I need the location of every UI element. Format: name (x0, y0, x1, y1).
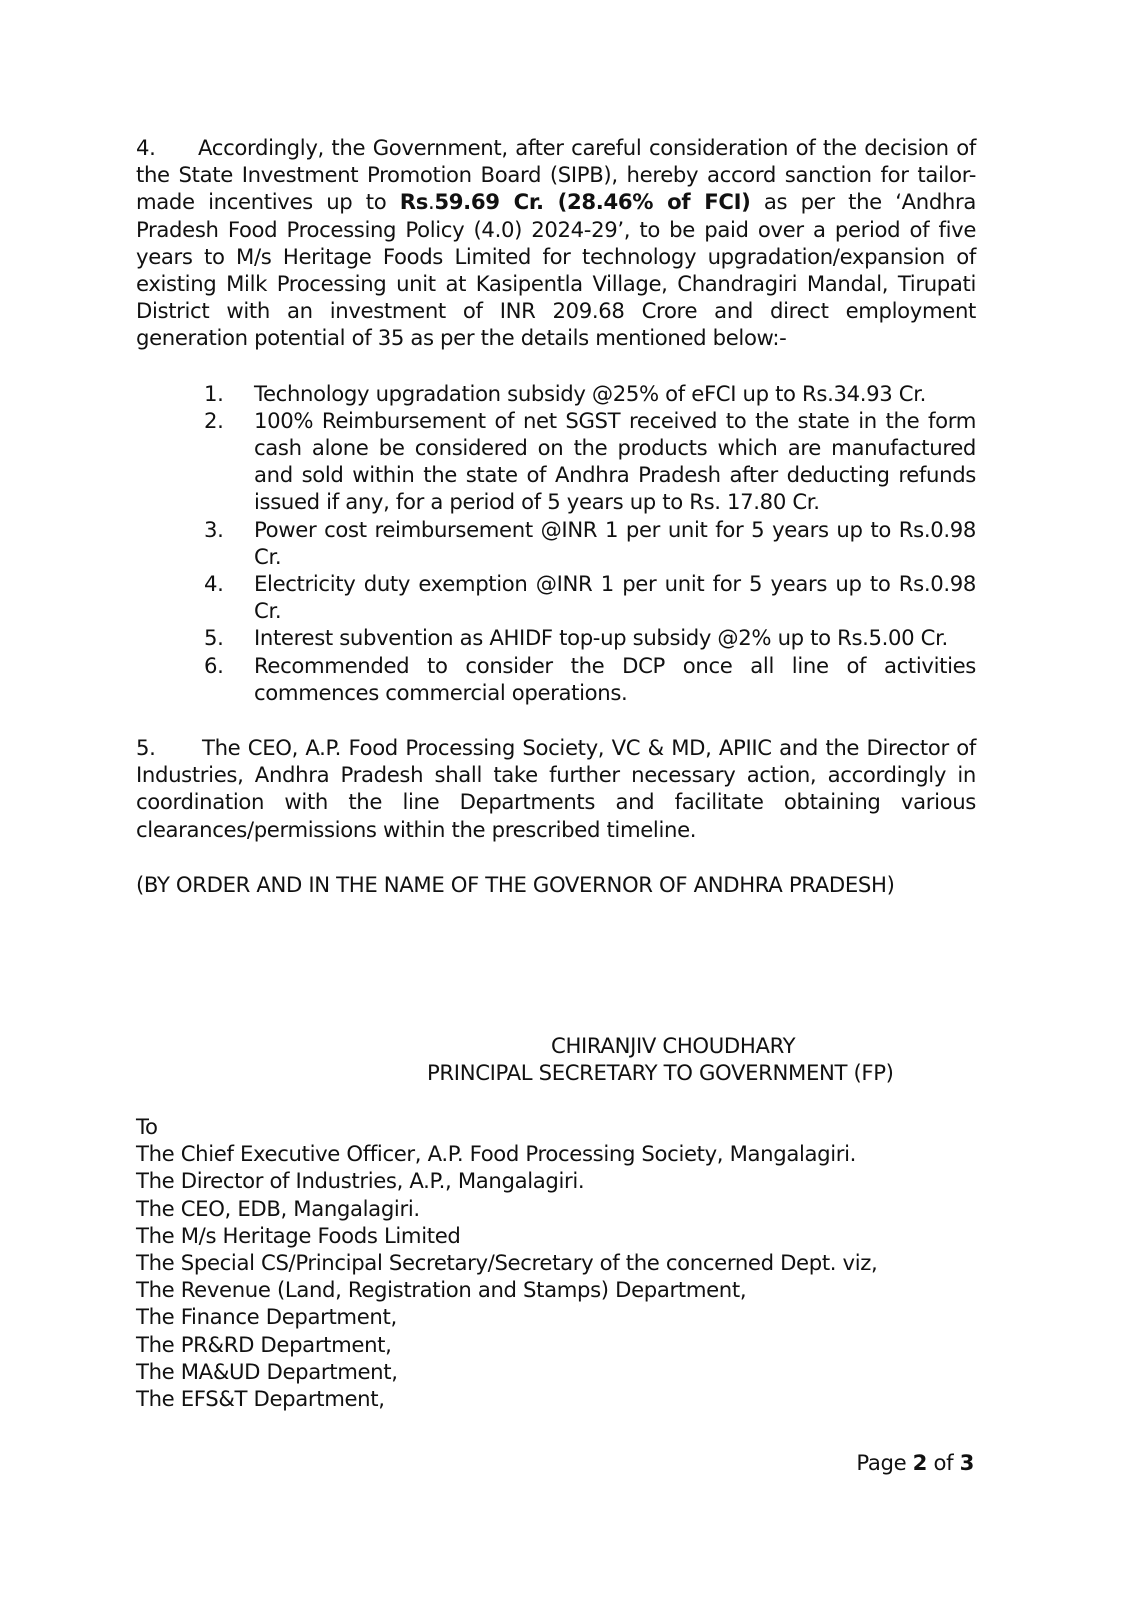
item-number: 5. (204, 625, 224, 651)
recipients-heading: To (136, 1114, 158, 1139)
signatory-designation: PRINCIPAL SECRETARY TO GOVERNMENT (FP) (427, 1060, 894, 1085)
incentive-item (136, 652, 976, 706)
paragraph-number: 4. (136, 135, 156, 160)
recipient: The M/s Heritage Foods Limited (136, 1222, 461, 1248)
item-number: 2. (204, 407, 224, 433)
incentive-item (136, 380, 976, 407)
paragraph-5 (136, 734, 976, 843)
item-text: 100% Reimbursement of net SGST received to the state in the form cash alone be considered on the products which are manufactured and sold within the state of Andhra Pradesh after deducting refunds issued if any, for a period of 5 years up to Rs. 17.80 Cr. (254, 407, 976, 515)
incentive-item (136, 570, 976, 624)
item-number: 4. (204, 571, 224, 597)
incentive-item (136, 516, 976, 570)
recipient: The Special CS/Principal Secretary/Secretary of the concerned Dept. viz, (136, 1250, 878, 1276)
of-label: of (933, 1450, 954, 1475)
paragraph-text: The CEO, A.P. Food Processing Society, VC & MD, APIIC and the Director of Industries, Andhra Pradesh shall take further necessary action, accordingly in coordination with the line Departments and facilitate obtaining various clearances/permissions within the prescribed timeline. (136, 735, 976, 842)
paragraph-number: 5. (136, 735, 156, 761)
item-text: Power cost reimbursement @INR 1 per unit for 5 years up to Rs.0.98 Cr. (254, 516, 976, 569)
paragraph-text: Accordingly, the Government, after careful consideration of the decision of the State Investment Promotion Board (SIPB), hereby accord sanction for tailor- made incentives up to (136, 135, 976, 215)
recipient: The Finance Department, (136, 1304, 397, 1330)
recipient: The Chief Executive Officer, A.P. Food Processing Society, Mangalagiri. (136, 1141, 857, 1167)
recipient: The PR&RD Department, (136, 1331, 392, 1357)
order-line: (BY ORDER AND IN THE NAME OF THE GOVERNOR OF ANDHRA PRADESH) (136, 871, 895, 897)
recipient: The CEO, EDB, Mangalagiri. (136, 1195, 420, 1221)
incentive-amount-dot: . (427, 189, 435, 215)
recipient: The Revenue (Land, Registration and Stamps) Department, (136, 1277, 747, 1303)
total-pages: 3 (959, 1450, 974, 1475)
item-number: 3. (204, 516, 224, 542)
page-number (856, 1449, 974, 1476)
item-number: 1. (204, 380, 224, 406)
current-page: 2 (912, 1450, 928, 1475)
incentive-amount-prefix: Rs (399, 189, 428, 215)
incentive-amount: 59.69 Cr. (28.46% of FCI) (434, 189, 751, 215)
paragraph-4 (136, 134, 976, 352)
incentive-item (136, 407, 976, 516)
item-number: 6. (204, 652, 224, 678)
recipient: The EFS&T Department, (136, 1386, 385, 1412)
item-text: Interest subvention as AHIDF top-up subsidy @2% up to Rs.5.00 Cr. (254, 625, 948, 651)
item-text: Electricity duty exemption @INR 1 per unit for 5 years up to Rs.0.98 Cr. (254, 571, 976, 624)
item-text: Technology upgradation subsidy @25% of eFCI up to Rs.34.93 Cr. (254, 380, 927, 406)
signatory-name: CHIRANJIV CHOUDHARY (551, 1033, 796, 1058)
recipient: The Director of Industries, A.P., Mangalagiri. (136, 1168, 585, 1194)
incentive-list (136, 380, 976, 706)
item-text: Recommended to consider the DCP once all line of activities commences commercial operations. (254, 652, 976, 705)
paragraph-text-continued: as per the ‘Andhra Pradesh Food Processing Policy (4.0) 2024-29’, to be paid over a period of five years to M/s Heritage Foods Limited for technology upgradation/expansion of existing Milk Processing unit at Kasipentla Village, Chandragiri Mandal, Tirupati District with an investment of INR 209.68 Crore and direct employment generation potential of 35 as per the details mentioned below:- (136, 189, 977, 351)
recipient: The MA&UD Department, (136, 1358, 398, 1384)
recipients-block (136, 1113, 877, 1412)
page-label: Page (856, 1450, 907, 1475)
incentive-item (136, 624, 976, 651)
document-page (136, 134, 976, 898)
